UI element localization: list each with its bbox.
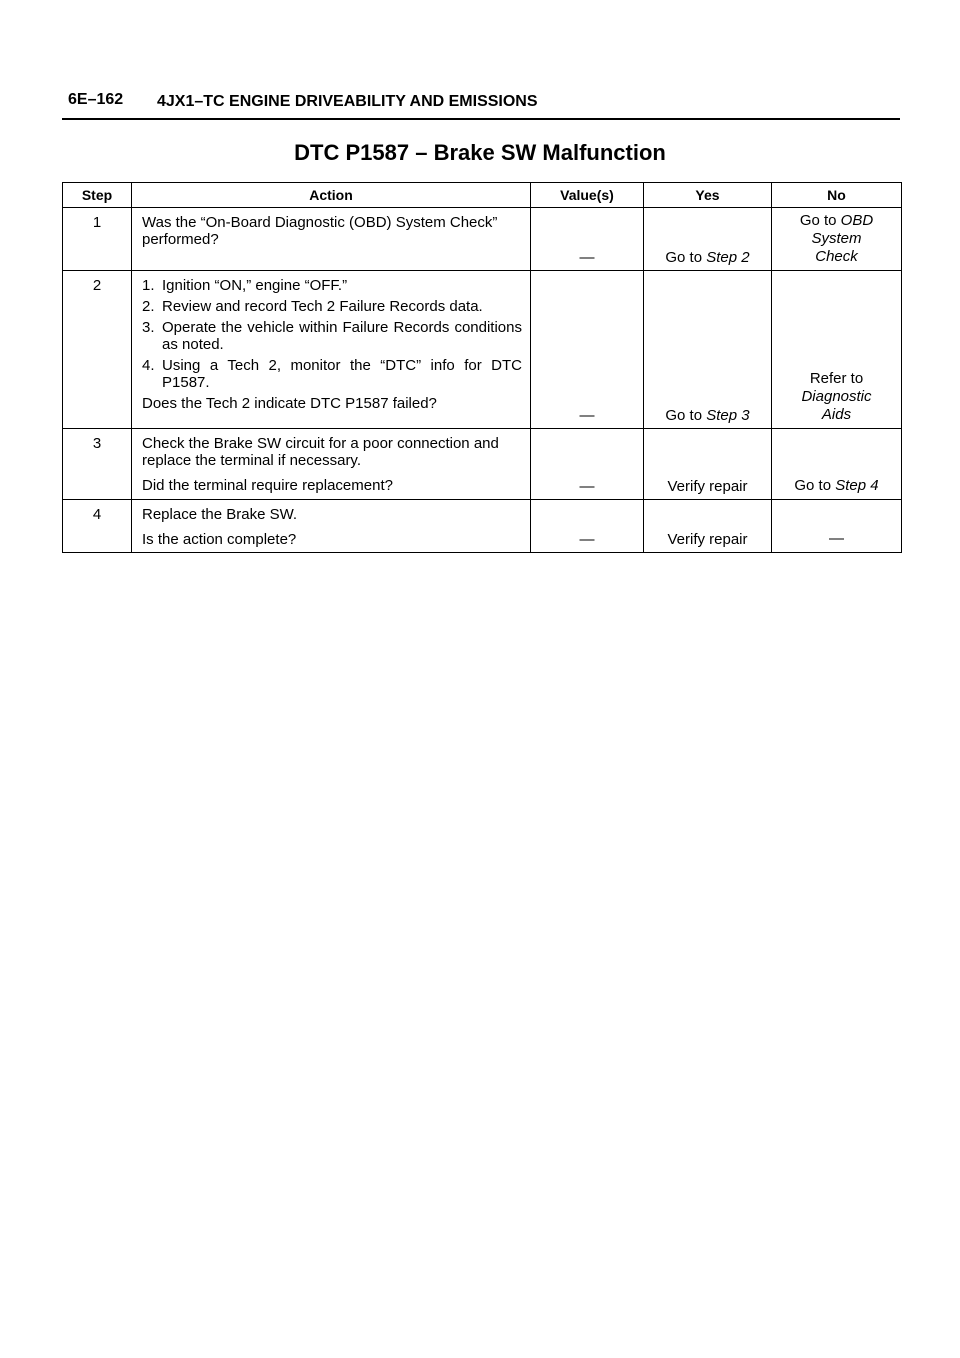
- list-item-number: 2.: [142, 298, 155, 315]
- list-item-number: 1.: [142, 277, 155, 294]
- table-row: [63, 429, 902, 500]
- step-number: 1: [63, 208, 132, 271]
- yes-link[interactable]: Step 3: [706, 407, 750, 424]
- document-title: DTC P1587 – Brake SW Malfunction: [294, 140, 666, 165]
- table-row: [63, 208, 902, 271]
- action-cell: [132, 208, 531, 271]
- action-question: Is the action complete?: [142, 531, 297, 548]
- table-row: [63, 500, 902, 553]
- no-prefix: Go to: [794, 477, 832, 494]
- no-link[interactable]: Check: [815, 248, 858, 265]
- no-prefix: Go to: [799, 212, 837, 229]
- list-item: [142, 319, 522, 353]
- action-cell: [132, 500, 531, 553]
- yes-link[interactable]: Step 2: [706, 249, 750, 266]
- no-cell: [772, 429, 902, 500]
- step-number: 2: [63, 271, 132, 429]
- action-text: Replace the Brake SW.: [142, 506, 298, 523]
- no-link[interactable]: Aids: [821, 406, 852, 423]
- yes-cell: Verify repair: [644, 429, 772, 500]
- list-item-text: Ignition “ON,” engine “OFF.”: [162, 277, 348, 294]
- column-header-no: No: [772, 183, 902, 208]
- list-item-text: Review and record Tech 2 Failure Records data.: [162, 298, 483, 315]
- action-cell: [132, 429, 531, 500]
- section-title: 4JX1–TC ENGINE DRIVEABILITY AND EMISSIONS: [157, 93, 538, 110]
- no-link[interactable]: OBD: [840, 212, 874, 229]
- no-link[interactable]: System: [811, 230, 862, 247]
- procedure-list: [142, 277, 522, 391]
- list-item-text: Using a Tech 2, monitor the “DTC” info for DTC P1587.: [162, 357, 522, 391]
- yes-cell: [644, 271, 772, 429]
- action-text: Check the Brake SW circuit for a poor connection and replace the terminal if necessary.: [142, 435, 499, 469]
- table-row: [63, 271, 902, 429]
- no-cell: [772, 271, 902, 429]
- yes-cell: [644, 208, 772, 271]
- value-cell: —: [531, 429, 644, 500]
- yes-prefix: Go to: [665, 407, 703, 424]
- list-item-number: 3.: [142, 319, 155, 336]
- list-item: [142, 277, 522, 294]
- no-link[interactable]: Diagnostic: [801, 388, 872, 405]
- no-prefix: Refer to: [809, 370, 864, 387]
- action-text: Was the “On-Board Diagnostic (OBD) System Check” performed?: [142, 214, 498, 248]
- action-question: Does the Tech 2 indicate DTC P1587 failed?: [142, 395, 437, 412]
- list-item: [142, 298, 522, 315]
- step-number: 3: [63, 429, 132, 500]
- no-cell: —: [772, 500, 902, 553]
- page-number: 6E–162: [68, 91, 124, 108]
- yes-prefix: Go to: [665, 249, 703, 266]
- action-cell: [132, 271, 531, 429]
- list-item-text: Operate the vehicle within Failure Records conditions as noted.: [162, 319, 522, 353]
- action-question: Did the terminal require replacement?: [142, 477, 393, 494]
- column-header-step: Step: [63, 183, 132, 208]
- diagnostic-table: [62, 182, 902, 553]
- yes-cell: Verify repair: [644, 500, 772, 553]
- column-header-values: Value(s): [531, 183, 644, 208]
- table-header-row: [63, 183, 902, 208]
- step-number: 4: [63, 500, 132, 553]
- value-cell: —: [531, 500, 644, 553]
- value-cell: —: [531, 208, 644, 271]
- column-header-yes: Yes: [644, 183, 772, 208]
- column-header-action: Action: [132, 183, 531, 208]
- no-link[interactable]: Step 4: [835, 477, 879, 494]
- no-cell: [772, 208, 902, 271]
- value-cell: —: [531, 271, 644, 429]
- list-item-number: 4.: [142, 357, 155, 374]
- page-header: [62, 88, 900, 120]
- list-item: [142, 357, 522, 391]
